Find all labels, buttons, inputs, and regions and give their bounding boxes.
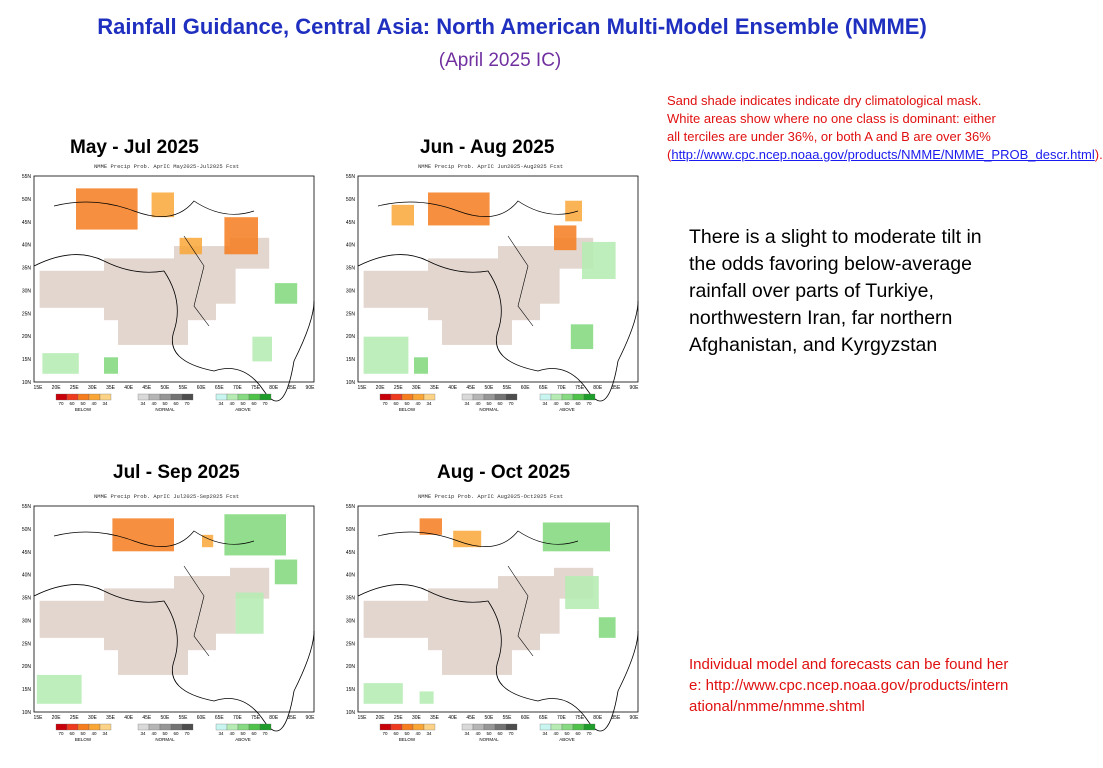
legend-swatch (562, 724, 573, 730)
legend-category-label: ABOVE (235, 737, 251, 742)
lon-tick-label: 60E (520, 715, 530, 721)
lon-tick-label: 85E (611, 385, 621, 391)
legend-swatch (56, 394, 67, 400)
lon-tick-label: 35E (430, 715, 439, 721)
legend-number: 40 (229, 401, 235, 406)
lat-tick-label: 25N (21, 641, 31, 648)
legend-swatch (216, 394, 227, 400)
lat-tick-label: 50N (345, 526, 355, 533)
lon-tick-label: 55E (178, 385, 188, 391)
legend-category-label: ABOVE (235, 407, 251, 412)
legend-swatch (424, 724, 435, 730)
legend-number: 70 (508, 401, 514, 406)
below-normal-region (453, 531, 481, 547)
lat-tick-label: 15N (345, 357, 355, 364)
page-subtitle: (April 2025 IC) (438, 50, 562, 71)
legend-swatch (260, 394, 271, 400)
lon-tick-label: 65E (538, 715, 548, 721)
panel-label-may-jul: May - Jul 2025 (70, 137, 199, 158)
lon-tick-label: 90E (305, 385, 315, 391)
lon-tick-label: 15E (33, 385, 43, 391)
lon-tick-label: 70E (233, 385, 242, 391)
legend-swatch (238, 724, 249, 730)
legend-swatch (160, 394, 171, 400)
legend-swatch (171, 394, 182, 400)
legend-swatch (89, 724, 100, 730)
above-normal-region (364, 337, 409, 374)
lon-tick-label: 90E (629, 715, 639, 721)
lon-tick-label: 40E (448, 715, 458, 721)
lon-tick-label: 90E (305, 715, 315, 721)
dry-mask-region (174, 246, 236, 304)
legend-number: 70 (586, 731, 592, 736)
legend-swatch (484, 724, 495, 730)
legend-number: 50 (564, 401, 570, 406)
lon-tick-label: 45E (466, 385, 476, 391)
lon-tick-label: 50E (160, 715, 170, 721)
lat-tick-label: 35N (21, 265, 31, 272)
lon-tick-label: 30E (87, 385, 97, 391)
legend-swatch (462, 724, 473, 730)
legend-swatch (149, 724, 160, 730)
legend-number: 34 (140, 401, 146, 406)
legend-swatch (160, 724, 171, 730)
lat-tick-label: 45N (345, 219, 355, 226)
panel-label-jun-aug: Jun - Aug 2025 (420, 137, 555, 158)
above-normal-region (275, 560, 297, 585)
legend-number: 34 (218, 731, 224, 736)
lon-tick-label: 25E (69, 715, 79, 721)
legend-swatch (171, 724, 182, 730)
legend-number: 70 (586, 401, 592, 406)
legend-number: 60 (497, 731, 503, 736)
legend-number: 50 (162, 401, 168, 406)
legend-number: 60 (69, 731, 75, 736)
legend-swatch (78, 394, 89, 400)
lon-tick-label: 30E (411, 385, 421, 391)
legend-number: 34 (542, 731, 548, 736)
lat-tick-label: 40N (21, 242, 31, 249)
lon-tick-label: 55E (502, 715, 512, 721)
lon-tick-label: 25E (393, 385, 403, 391)
above-normal-region (37, 675, 82, 704)
legend-number: 40 (415, 731, 421, 736)
lon-tick-label: 20E (375, 715, 385, 721)
legend-swatch (584, 394, 595, 400)
legend-number: 34 (140, 731, 146, 736)
lat-tick-label: 15N (345, 687, 355, 694)
legend-number: 60 (251, 401, 257, 406)
lat-tick-label: 10N (345, 380, 355, 386)
map-title: NMME Precip Prob. AprIC Jul2025-Sep2025 Fcst (94, 493, 240, 500)
legend-number: 70 (262, 401, 268, 406)
above-normal-region (599, 617, 616, 638)
lat-tick-label: 25N (345, 641, 355, 648)
legend-number: 50 (162, 731, 168, 736)
dry-mask-region (118, 646, 188, 675)
legend-number: 60 (575, 401, 581, 406)
lat-tick-label: 35N (21, 595, 31, 602)
lat-tick-label: 10N (345, 710, 355, 716)
legend-number: 70 (382, 401, 388, 406)
legend-swatch (540, 394, 551, 400)
lon-tick-label: 85E (287, 385, 297, 391)
lon-tick-label: 35E (106, 715, 115, 721)
legend-swatch (402, 724, 413, 730)
below-normal-region (554, 225, 576, 250)
above-normal-region (582, 242, 616, 279)
legend-swatch (551, 724, 562, 730)
below-normal-region (152, 192, 174, 217)
above-normal-region (571, 324, 593, 349)
panel-label-aug-oct: Aug - Oct 2025 (437, 462, 571, 483)
legend-category-label: BELOW (398, 407, 416, 412)
lon-tick-label: 20E (375, 385, 385, 391)
page-title: Rainfall Guidance, Central Asia: North American Multi-Model Ensemble (NMME) (97, 14, 927, 39)
lat-tick-label: 55N (345, 174, 355, 180)
lon-tick-label: 20E (51, 385, 61, 391)
legend-category-label: BELOW (74, 407, 92, 412)
legend-swatch (573, 724, 584, 730)
mask-explanation-note (667, 92, 1103, 164)
legend-number: 60 (251, 731, 257, 736)
above-normal-region (565, 576, 599, 609)
legend-number: 40 (229, 731, 235, 736)
legend-swatch (182, 724, 193, 730)
above-normal-region (275, 283, 297, 304)
lon-tick-label: 65E (538, 385, 548, 391)
lon-tick-label: 65E (214, 715, 224, 721)
lon-tick-label: 25E (69, 385, 79, 391)
lon-tick-label: 75E (575, 385, 585, 391)
legend-number: 34 (102, 401, 108, 406)
lat-tick-label: 35N (345, 265, 355, 272)
legend-swatch (249, 394, 260, 400)
legend-number: 70 (262, 731, 268, 736)
legend-number: 70 (184, 731, 190, 736)
legend-number: 70 (382, 731, 388, 736)
legend-swatch (424, 394, 435, 400)
lon-tick-label: 30E (411, 715, 421, 721)
lat-tick-label: 25N (345, 311, 355, 318)
legend-swatch (100, 724, 111, 730)
mask-explanation-text: Sand shade indicates indicate dry climatological mask. White areas show where no one class is dominant: either all terciles are under 36%, or both A and B are over 36% (667, 93, 996, 144)
legend-swatch (238, 394, 249, 400)
lat-tick-label: 55N (21, 174, 31, 180)
nmme-description-link[interactable]: http://www.cpc.ncep.noaa.gov/products/NMME/NMME_PROB_descr.html (671, 147, 1095, 162)
dry-mask-region (118, 316, 188, 345)
lon-tick-label: 80E (269, 715, 279, 721)
legend-number: 40 (151, 731, 157, 736)
dry-mask-region (174, 576, 236, 634)
lon-tick-label: 80E (593, 385, 603, 391)
map-plot (346, 163, 639, 412)
legend-swatch (260, 724, 271, 730)
legend-number: 50 (486, 731, 492, 736)
legend-swatch (413, 394, 424, 400)
lon-tick-label: 15E (357, 715, 367, 721)
lon-tick-label: 45E (142, 715, 152, 721)
legend-number: 60 (575, 731, 581, 736)
map-title: NMME Precip Prob. AprIC May2025-Jul2025 Fcst (94, 163, 240, 170)
lon-tick-label: 85E (611, 715, 621, 721)
lat-tick-label: 30N (345, 288, 355, 295)
legend-category-label: ABOVE (559, 737, 575, 742)
lon-tick-label: 35E (106, 385, 115, 391)
above-normal-region (543, 522, 610, 551)
legend-swatch (495, 724, 506, 730)
legend-swatch (413, 724, 424, 730)
legend-swatch (67, 724, 78, 730)
legend-swatch (462, 394, 473, 400)
below-normal-region (224, 217, 258, 254)
lat-tick-label: 20N (21, 664, 31, 671)
legend-number: 50 (404, 401, 410, 406)
legend-swatch (473, 394, 484, 400)
lon-tick-label: 75E (251, 385, 261, 391)
panel-label-jul-sep: Jul - Sep 2025 (113, 462, 240, 483)
legend-number: 40 (553, 731, 559, 736)
lon-tick-label: 75E (575, 715, 585, 721)
legend-number: 70 (58, 731, 64, 736)
lon-tick-label: 50E (160, 385, 170, 391)
legend-number: 34 (464, 731, 470, 736)
legend-category-label: BELOW (74, 737, 92, 742)
lat-tick-label: 30N (21, 618, 31, 625)
lat-tick-label: 45N (21, 549, 31, 556)
legend-number: 34 (218, 401, 224, 406)
legend-number: 40 (553, 401, 559, 406)
lon-tick-label: 80E (269, 385, 279, 391)
lon-tick-label: 60E (196, 385, 206, 391)
legend-swatch (89, 394, 100, 400)
lat-tick-label: 45N (21, 219, 31, 226)
lon-tick-label: 50E (484, 715, 494, 721)
legend-number: 70 (184, 401, 190, 406)
lat-tick-label: 50N (345, 196, 355, 203)
legend-number: 60 (173, 401, 179, 406)
lat-tick-label: 55N (345, 504, 355, 510)
lon-tick-label: 30E (87, 715, 97, 721)
legend-number: 60 (393, 731, 399, 736)
legend-swatch (380, 724, 391, 730)
forecast-map-may-jul (16, 160, 321, 412)
legend-swatch (573, 394, 584, 400)
lon-tick-label: 75E (251, 715, 261, 721)
map-title: NMME Precip Prob. AprIC Aug2025-Oct2025 Fcst (418, 493, 564, 500)
lat-tick-label: 25N (21, 311, 31, 318)
legend-swatch (138, 724, 149, 730)
dry-mask-region (498, 246, 560, 304)
lat-tick-label: 15N (21, 687, 31, 694)
lon-tick-label: 85E (287, 715, 297, 721)
lon-tick-label: 25E (393, 715, 403, 721)
below-normal-region (428, 192, 490, 225)
legend-swatch (100, 394, 111, 400)
lon-tick-label: 90E (629, 385, 639, 391)
legend-swatch (56, 724, 67, 730)
above-normal-region (104, 357, 118, 373)
legend-number: 50 (404, 731, 410, 736)
legend-number: 50 (80, 731, 86, 736)
lon-tick-label: 80E (593, 715, 603, 721)
below-normal-region (565, 201, 582, 222)
lon-tick-label: 60E (520, 385, 530, 391)
paren-open: ( (667, 147, 672, 162)
lat-tick-label: 35N (345, 595, 355, 602)
dry-mask-region (442, 316, 512, 345)
lon-tick-label: 20E (51, 715, 61, 721)
lat-tick-label: 15N (21, 357, 31, 364)
lat-tick-label: 10N (21, 380, 31, 386)
legend-swatch (216, 724, 227, 730)
paren-close: ). (1094, 147, 1103, 162)
below-normal-region (392, 205, 414, 226)
lon-tick-label: 70E (557, 715, 566, 721)
dry-mask-region (442, 646, 512, 675)
legend-number: 60 (393, 401, 399, 406)
forecast-summary: There is a slight to moderate tilt in the odds favoring below-average rainfall over parts of Turkiye, northwestern Iran, far northern Afghanistan, and Kyrgyzstan (689, 226, 982, 356)
above-normal-region (42, 353, 78, 374)
legend-swatch (495, 394, 506, 400)
lon-tick-label: 35E (430, 385, 439, 391)
map-plot (22, 493, 315, 742)
above-normal-region (420, 691, 434, 703)
legend-swatch (551, 394, 562, 400)
lat-tick-label: 10N (21, 710, 31, 716)
legend-number: 50 (564, 731, 570, 736)
legend-number: 40 (475, 731, 481, 736)
map-plot (346, 493, 639, 742)
lat-tick-label: 40N (345, 242, 355, 249)
legend-number: 50 (486, 401, 492, 406)
legend-swatch (402, 394, 413, 400)
above-normal-region (414, 357, 428, 373)
legend-number: 34 (426, 401, 432, 406)
legend-category-label: NORMAL (155, 407, 175, 412)
legend-number: 40 (91, 401, 97, 406)
legend-number: 34 (426, 731, 432, 736)
legend-swatch (473, 724, 484, 730)
above-normal-region (224, 514, 286, 555)
lat-tick-label: 40N (345, 572, 355, 579)
legend-category-label: NORMAL (479, 737, 499, 742)
forecast-map-jul-sep (16, 490, 321, 742)
lon-tick-label: 70E (233, 715, 242, 721)
forecast-map-jun-aug (340, 160, 645, 412)
legend-number: 40 (475, 401, 481, 406)
legend-category-label: ABOVE (559, 407, 575, 412)
legend-number: 50 (240, 401, 246, 406)
lon-tick-label: 60E (196, 715, 206, 721)
legend-swatch (391, 724, 402, 730)
legend-swatch (584, 724, 595, 730)
legend-number: 60 (173, 731, 179, 736)
lat-tick-label: 20N (345, 334, 355, 341)
legend-number: 70 (508, 731, 514, 736)
lon-tick-label: 50E (484, 385, 494, 391)
legend-swatch (249, 724, 260, 730)
legend-swatch (182, 394, 193, 400)
legend-swatch (506, 394, 517, 400)
lon-tick-label: 15E (357, 385, 367, 391)
legend-swatch (227, 724, 238, 730)
map-plot (22, 163, 315, 412)
lon-tick-label: 40E (448, 385, 458, 391)
lat-tick-label: 45N (345, 549, 355, 556)
lat-tick-label: 55N (21, 504, 31, 510)
individual-models-note: Individual model and forecasts can be found here: http://www.cpc.ncep.noaa.gov/products/international/nmme/nmme.shtml (689, 656, 1009, 715)
legend-number: 40 (415, 401, 421, 406)
legend-number: 34 (464, 401, 470, 406)
above-normal-region (252, 337, 272, 362)
legend-swatch (78, 724, 89, 730)
legend-number: 60 (497, 401, 503, 406)
above-normal-region (236, 593, 264, 634)
lon-tick-label: 70E (557, 385, 566, 391)
forecast-map-aug-oct (340, 490, 645, 742)
lon-tick-label: 65E (214, 385, 224, 391)
legend-swatch (227, 394, 238, 400)
map-title: NMME Precip Prob. AprIC Jun2025-Aug2025 Fcst (418, 163, 564, 170)
lon-tick-label: 40E (124, 715, 134, 721)
legend-number: 34 (102, 731, 108, 736)
lon-tick-label: 15E (33, 715, 43, 721)
lat-tick-label: 50N (21, 526, 31, 533)
legend-swatch (380, 394, 391, 400)
legend-swatch (138, 394, 149, 400)
dry-mask-region (498, 576, 560, 634)
legend-swatch (391, 394, 402, 400)
legend-swatch (67, 394, 78, 400)
above-normal-region (364, 683, 403, 704)
legend-number: 40 (91, 731, 97, 736)
lon-tick-label: 55E (502, 385, 512, 391)
lat-tick-label: 30N (21, 288, 31, 295)
legend-number: 70 (58, 401, 64, 406)
legend-swatch (484, 394, 495, 400)
lon-tick-label: 55E (178, 715, 188, 721)
legend-category-label: NORMAL (155, 737, 175, 742)
lat-tick-label: 20N (21, 334, 31, 341)
lat-tick-label: 40N (21, 572, 31, 579)
legend-number: 60 (69, 401, 75, 406)
lon-tick-label: 40E (124, 385, 134, 391)
legend-category-label: BELOW (398, 737, 416, 742)
legend-swatch (506, 724, 517, 730)
lon-tick-label: 45E (142, 385, 152, 391)
legend-swatch (562, 394, 573, 400)
lat-tick-label: 20N (345, 664, 355, 671)
legend-swatch (149, 394, 160, 400)
lat-tick-label: 30N (345, 618, 355, 625)
legend-number: 34 (542, 401, 548, 406)
legend-swatch (540, 724, 551, 730)
legend-number: 50 (240, 731, 246, 736)
lon-tick-label: 45E (466, 715, 476, 721)
legend-category-label: NORMAL (479, 407, 499, 412)
legend-number: 40 (151, 401, 157, 406)
legend-number: 50 (80, 401, 86, 406)
lat-tick-label: 50N (21, 196, 31, 203)
